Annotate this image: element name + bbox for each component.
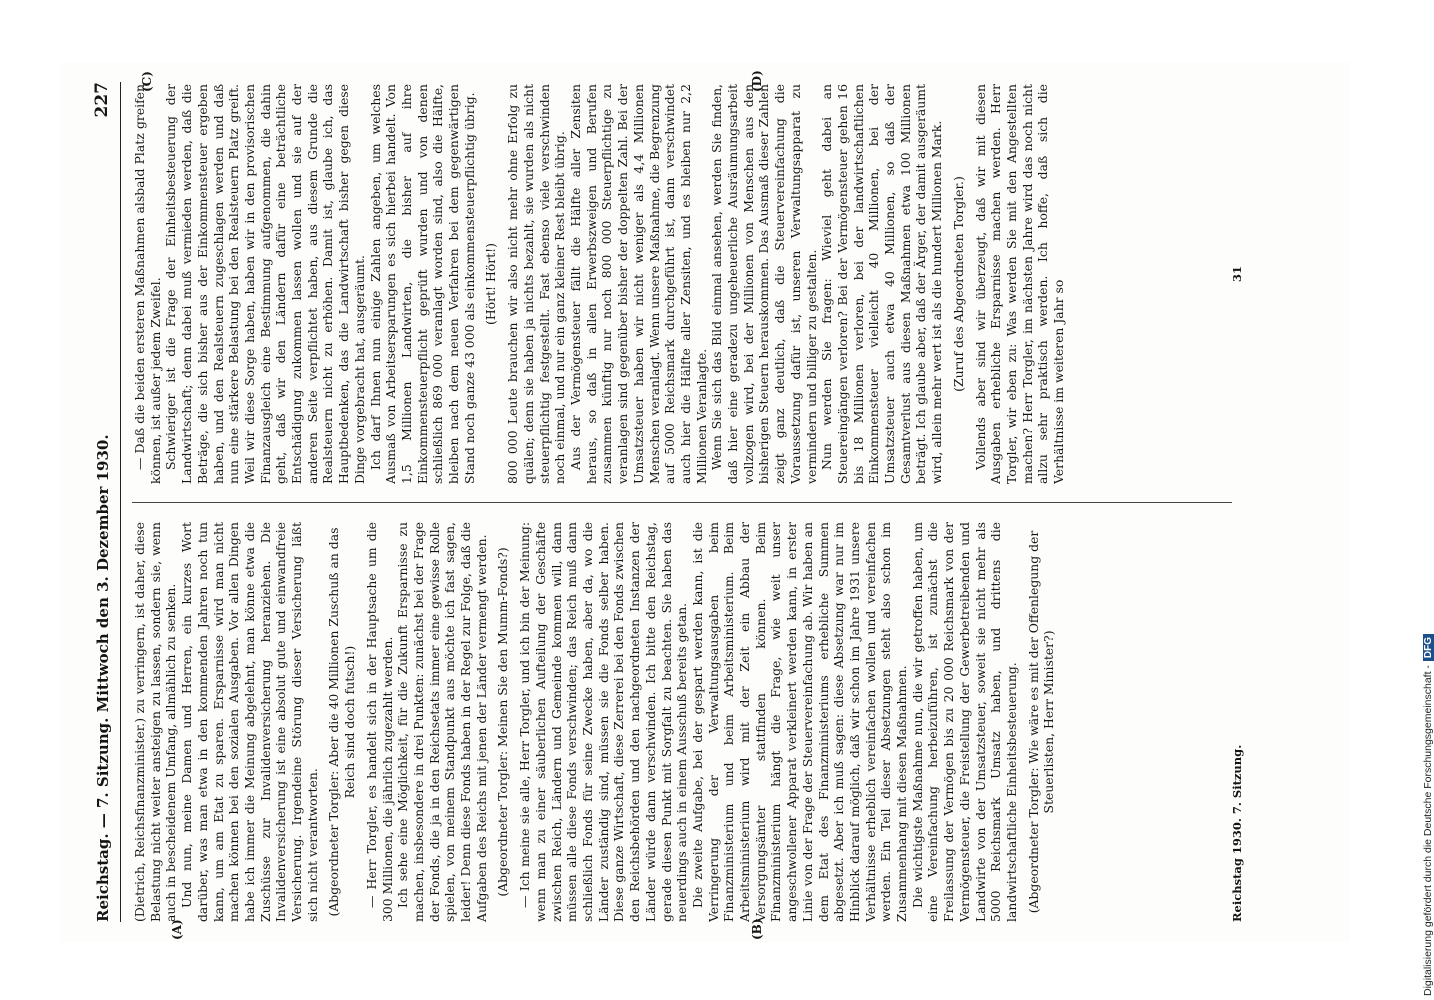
digitization-note <box>1422 6 1434 996</box>
margin-mark-b: (B) <box>750 918 764 940</box>
interjection: (Zuruf des Abgeordneten Torgler.) <box>950 176 966 392</box>
dfg-logo: DFG <box>1423 634 1434 661</box>
header-title: Reichstag. — 7. Sitzung. Mittwoch den 3. Dezember 1930. <box>94 434 112 922</box>
page-number: 227 <box>92 82 112 118</box>
paragraph: 800 000 Leute brauchen wir also nicht mehr ohne Erfolg zu quälen; denn sie haben ja nichts bezahlt, sie wurden als nicht steuerpflichtig festgestellt. Fast ebenso viele verschwinden noch einmal, und nur ein ganz kleiner Rest bleibt übrig. <box>505 84 568 484</box>
digitization-text: Digitalisierung gefördert durch die Deutsche Forschungsgemeinschaft - <box>1422 665 1434 996</box>
paragraph: Wenn Sie sich das Bild einmal ansehen, werden Sie finden, daß hier eine geradezu ungeheuerliche Ausräumungsarbeit vollzogen wird, bei der Millionen von Menschen aus den bisherigen Steuern herauskommen. Das Ausmaß dieser Zahlen zeigt ganz deutlich, daß die Steuervereinfachung die Voraussetzung dafür ist, unseren Verwaltungsapparat zu vermindern und billiger zu gestalten. <box>709 84 819 484</box>
margin-mark-c: (C) <box>140 71 154 92</box>
page-footer <box>1230 82 1260 922</box>
paragraph: — Daß die beiden ersteren Maßnahmen alsbald Platz greifen können, ist außer jedem Zweifel. <box>132 84 163 484</box>
paragraph: Ich sehe eine Möglichkeit, für die Zukunft Ersparnisse zu machen, insbesondere in drei Punkten: zunächst bei der Frage der Fonds, die ja in den Reichsetats immer eine gewisse Rolle spielen, von meinem Standpunkt aus möchte ich fast sagen, leider! Denn diese Fonds haben in der Regel zur Folge, daß die Aufgaben des Reichs mit jenen der Länder vermengt werden. <box>395 522 489 922</box>
paragraph: Die wichtigste Maßnahme nun, die wir getroffen haben, um eine Vereinfachung herbeizuführen, ist zunächst die Freilassung der Vermögen bis zu 20 000 Reichsmark von der Vermögensteuer, die Freistellung der Gewerbetreibenden und Landwirte von der Umsatzsteuer, soweit sie nicht mehr als 5000 Reichsmark Umsatz haben, und drittens die landwirtschaftliche Einheitsbesteuerung. <box>909 522 1019 922</box>
paragraph: — Herr Torgler, es handelt sich in der Hauptsache um die 300 Millionen, die jährlich zugezahlt werden. <box>363 522 395 922</box>
text-column-right <box>132 84 1262 484</box>
margin-mark-a: (A) <box>170 919 184 940</box>
interjection: (Abgeordneter Torgler: Aber die 40 Millionen Zuschuß an das Reich sind doch futsch!) <box>326 527 358 917</box>
paragraph: Nun werden Sie fragen: Wieviel geht dabei an Steuereingängen verloren? Bei der Vermögensteuer gehen 16 bis 18 Millionen verloren, bei der landwirtschaftlichen Einkommensteuer vielleicht 40 Millionen, bei der Umsatzsteuer auch etwa 40 Millionen, so daß der Gesamtverlust aus diesen Maßnahmen etwa 100 Millionen beträgt. Ich glaube aber, daß der Ärger, der damit ausgeräumt wird, allein mehr wert ist als die hundert Millionen Mark. <box>819 84 945 484</box>
text-column-left <box>132 522 1262 922</box>
paragraph: (Dietrich, Reichsfinanzminister.) zu verringern, ist daher, diese Belastung nicht weiter ansteigen zu lassen, sondern sie, wenn auch in bescheidenem Umfang, allmählich zu senken. <box>132 522 179 922</box>
interjection: (Hört! Hört!) <box>483 243 499 325</box>
interjection: (Abgeordneter Torgler: Wie wäre es mit der Offenlegung der Steuerlisten, Herr Minister?) <box>1025 530 1057 914</box>
paragraph: — Ich meine sie alle, Herr Torgler, und ich bin der Meinung: wenn man zu einer säuberlichen Aufteilung der Geschäfte zwischen Reich, Ländern und Gemeinde kommen will, dann müssen alle diese Fonds verschwinden; das Reich muß dann schließlich Fonds für seine Zwecke haben, aber da, wo die Länder zuständig sind, müssen sie die Fonds selber haben. Diese ganze Wirtschaft, diese Zerrerei bei den Fonds zwischen den Reichsbehörden und den nachgeordneten Instanzen der Länder würde dann verschwinden. Ich bitte den Reichstag, gerade diesen Punkt mit Sorgfalt zu beachten. Sie haben das neuerdings auch in einem Ausschuß bereits getan. <box>517 522 690 922</box>
column-divider <box>132 502 1232 503</box>
footer-session: Reichstag 1930. 7. Sitzung. <box>1230 744 1244 922</box>
paragraph: Aus der Vermögensteuer fällt die Hälfte aller Zensiten heraus, so daß in allen Erwerbszweigen und Berufen zusammen künftig nur noch 800 000 Steuerpflichtige zu veranlagen sind gegenüber bisher der doppelten Zahl. Bei der Umsatzsteuer haben wir nicht weniger als 4,4 Millionen Menschen veranlagt. Wenn unsere Maßnahme, die Begrenzung auf 5000 Reichsmark durchgeführt ist, dann verschwindet auch hier die Hälfte aller Zensiten, und es bleiben nur 2,2 Millionen Veranlagte. <box>567 84 709 484</box>
margin-mark-d: (D) <box>750 70 764 92</box>
paragraph: Die zweite Aufgabe, bei der gespart werden kann, ist die Verringerung der Verwaltungsausgaben beim Finanzministerium und beim Arbeitsministerium. Beim Arbeitsministerium wird mit der Zeit ein Abbau der Versorgungsämter stattfinden können. Beim Finanzministerium hängt die Frage, wie weit unser angeschwollener Apparat verkleinert werden kann, in erster Linie von der Frage der Steuervereinfachung ab. Wir haben an dem Etat des Finanzministeriums erhebliche Summen abgesetzt. Aber ich muß sagen: diese Absetzung war nur im Hinblick darauf möglich, daß wir schon im Jahre 1931 unsere Verhältnisse erheblich vereinfachen wollen und vereinfachen werden. Ein Teil dieser Absetzungen steht also schon im Zusammenhang mit diesen Maßnahmen. <box>689 522 910 922</box>
paragraph: Schwieriger ist die Frage der Einheitsbesteuerung der Landwirtschaft; denn dabei muß vermieden werden, daß die Beträge, die sich bisher aus der Einkommensteuer ergeben haben, und den Realsteuern zugeschlagen werden und daß nun eine stärkere Belastung bei den Realsteuern Platz greift. Weil wir diese Sorge haben, haben wir in den provisorischen Finanzausgleich eine Bestimmung aufgenommen, die dahin geht, daß wir den Ländern dafür eine beträchtliche Entschädigung zukommen lassen wollen und sie auf der anderen Seite verpflichtet haben, aus diesem Grunde die Realsteuern nicht zu erhöhen. Damit ist, glaube ich, das Hauptbedenken, das die Landwirtschaft bisher gegen diese Dinge vorgebracht hat, ausgeräumt. <box>163 84 367 484</box>
paragraph: Ich darf Ihnen nun einige Zahlen angeben, um welches Ausmaß von Arbeitsersparungen es sich hierbei handelt. Von 1,5 Millionen Landwirten, die bisher auf ihre Einkommensteuerpflicht geprüft wurden und von denen schließlich 869 000 veranlagt worden sind, also die Hälfte, bleiben nach dem neuen Verfahren bei dem gegenwärtigen Stand noch ganze 43 000 als einkommensteuerpflichtig übrig. <box>367 84 477 484</box>
rotated-page-content <box>60 62 1350 942</box>
footer-sheet-number: 31 <box>1230 265 1244 282</box>
paragraph: Und nun, meine Damen und Herren, ein kurzes Wort darüber, was man etwa in den kommenden Jahren noch tun kann, um am Etat zu sparen. Ersparnisse wird man nicht machen können bei den sozialen Ausgaben. Vor allen Dingen habe ich immer die Meinung abgelehnt, man könne etwa die Zuschüsse zur Invalidenversicherung heranziehen. Die Invalidenversicherung ist eine absolut gute und einwandfreie Versicherung. Irgendeine Störung dieser Versicherung läßt sich nicht verantworten. <box>179 522 320 922</box>
page-header <box>90 82 121 922</box>
interjection: (Abgeordneter Torgler: Meinen Sie den Mumm-Fonds?) <box>495 547 511 897</box>
paragraph: Vollends aber sind wir überzeugt, daß wir mit diesen Ausgaben erhebliche Ersparnisse machen werden. Herr Torgler, wir eben zu: Was werden Sie mit den Angestellten machen? Herr Torgler, im nächsten Jahre wird das noch nicht allzu sehr praktisch werden. Ich hoffe, daß sich die Verhältnisse im weiteren Jahr so <box>972 84 1067 484</box>
scanned-page <box>60 62 1350 942</box>
